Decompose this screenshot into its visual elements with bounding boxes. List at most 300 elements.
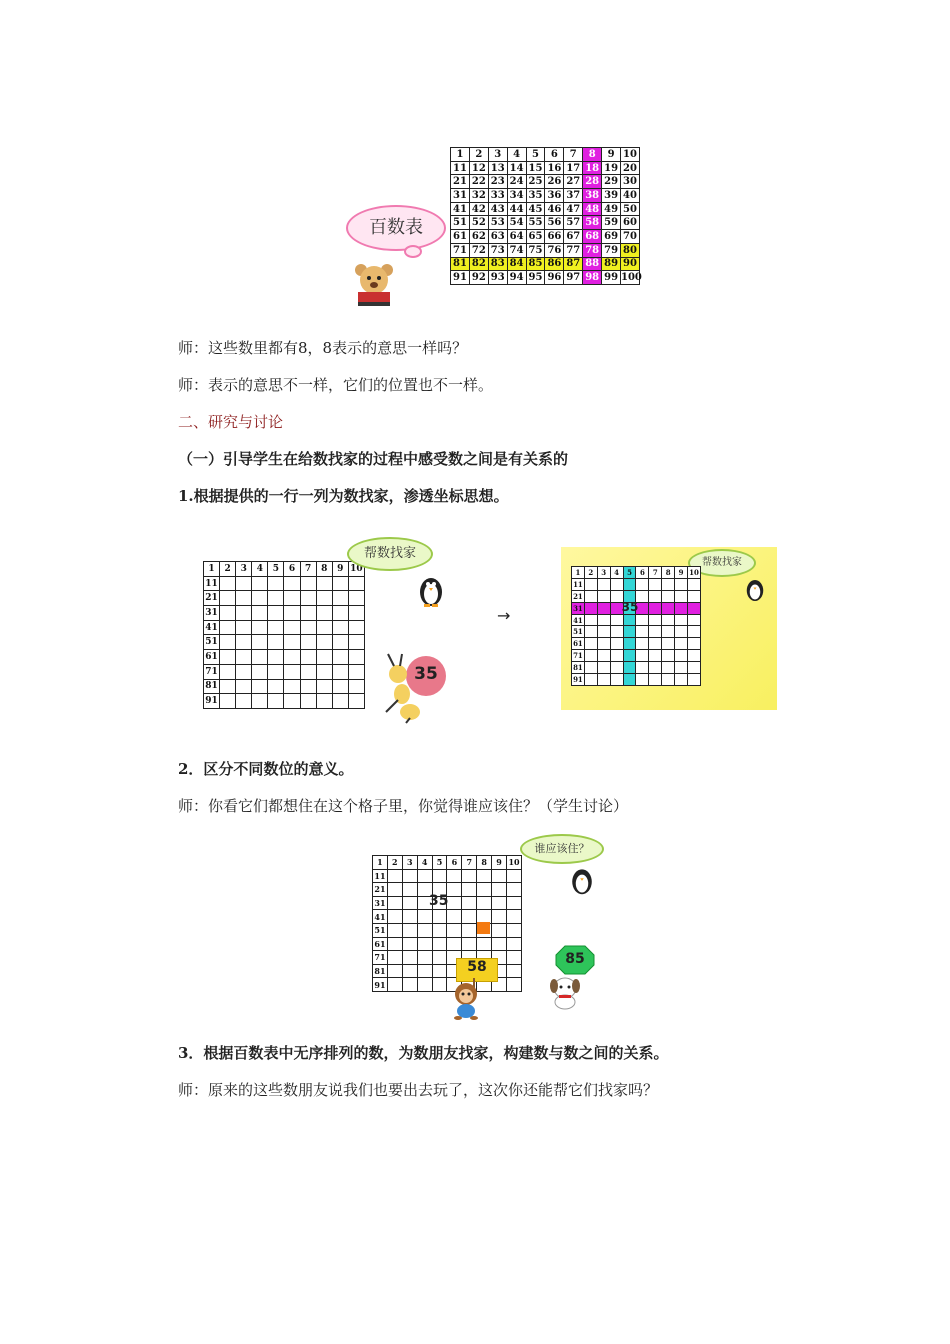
hundred-chart-cell: 13 — [488, 161, 507, 175]
grid-cell — [507, 896, 522, 910]
hundred-chart-cell: 90 — [621, 257, 640, 271]
hundred-chart-cell: 68 — [583, 230, 602, 244]
dog-icon — [545, 974, 585, 1010]
grid-cell: 5 — [268, 562, 284, 577]
section-heading: 二、研究与讨论 — [178, 413, 284, 431]
grid-cell — [402, 923, 417, 937]
hundred-chart-cell: 10 — [621, 148, 640, 162]
hundred-chart-cell: 73 — [488, 243, 507, 257]
grid-cell: 61 — [573, 639, 583, 649]
grid-cell — [492, 883, 507, 897]
grid-cell — [402, 937, 417, 951]
hundred-chart-cell: 11 — [451, 161, 470, 175]
grid-cell — [348, 694, 364, 709]
grid-cell — [507, 937, 522, 951]
hundred-chart-cell: 56 — [545, 216, 564, 230]
grid-cell — [236, 606, 252, 621]
grid-cell: 71 — [573, 651, 583, 661]
grid-cell — [662, 614, 675, 626]
grid-cell — [220, 606, 236, 621]
grid-cell — [417, 910, 432, 924]
grid-cell — [507, 951, 522, 965]
grid-cell — [348, 620, 364, 635]
grid-cell — [662, 674, 675, 686]
grid-cell — [316, 635, 332, 650]
grid-cell — [623, 662, 636, 674]
grid-cell — [649, 602, 662, 614]
grid-cell — [387, 896, 402, 910]
grid-cell — [236, 620, 252, 635]
grid-cell — [268, 576, 284, 591]
grid-cell — [268, 664, 284, 679]
hundred-chart-cell: 14 — [507, 161, 526, 175]
grid-cell: 1 — [572, 567, 585, 579]
grid-cell — [220, 664, 236, 679]
grid-cell — [462, 883, 477, 897]
teacher-closing-line: 师：原来的这些数朋友说我们也要出去玩了，这次你还能帮它们找家吗？ — [178, 1081, 659, 1099]
hundred-chart-cell: 32 — [469, 189, 488, 203]
hundred-chart-cell: 41 — [451, 202, 470, 216]
grid-cell — [662, 590, 675, 602]
grid-cell — [507, 869, 522, 883]
hundred-chart-cell: 26 — [545, 175, 564, 189]
grid-cell: 7 — [649, 567, 662, 579]
grid-cell — [649, 674, 662, 686]
hundred-chart-cell: 44 — [507, 202, 526, 216]
grid-cell — [252, 694, 268, 709]
hundred-chart-cell: 7 — [564, 148, 583, 162]
grid-cell — [252, 591, 268, 606]
hundred-chart-cell: 5 — [526, 148, 545, 162]
grid-cell — [432, 951, 447, 965]
grid-cell — [252, 576, 268, 591]
hundred-chart-title: 百数表 — [369, 217, 423, 238]
grid-cell — [252, 650, 268, 665]
grid-cell — [507, 883, 522, 897]
grid-cell — [236, 694, 252, 709]
hundred-chart-cell: 49 — [602, 202, 621, 216]
hundred-chart-cell: 2 — [469, 148, 488, 162]
grid-cell — [662, 638, 675, 650]
grid-cell — [387, 910, 402, 924]
grid-cell — [610, 578, 623, 590]
hundred-chart-cell: 88 — [583, 257, 602, 271]
grid-cell — [300, 650, 316, 665]
grid-cell: 6 — [447, 856, 462, 870]
hundred-chart-cell: 97 — [564, 271, 583, 285]
grid-cell: 9 — [675, 567, 688, 579]
hundred-chart-cell: 45 — [526, 202, 545, 216]
hundred-chart-cell: 74 — [507, 243, 526, 257]
hundred-chart-cell: 12 — [469, 161, 488, 175]
grid-cell — [236, 635, 252, 650]
hundred-chart-cell: 27 — [564, 175, 583, 189]
grid-cell — [332, 635, 348, 650]
hundred-chart-cell: 72 — [469, 243, 488, 257]
grid-cell — [332, 606, 348, 621]
grid-cell — [387, 923, 402, 937]
hundred-chart-cell: 25 — [526, 175, 545, 189]
hundred-chart-cell: 57 — [564, 216, 583, 230]
sign-58-text: 58 — [467, 959, 487, 975]
grid-cell — [348, 591, 364, 606]
hundred-chart-cell: 95 — [526, 271, 545, 285]
grid-cell: 11 — [374, 870, 386, 881]
grid-cell — [477, 869, 492, 883]
grid-cell: 9 — [332, 562, 348, 577]
grid-cell — [300, 620, 316, 635]
grid-cell: 8 — [662, 567, 675, 579]
subsection-heading: （一）引导学生在给数找家的过程中感受数之间是有关系的 — [178, 450, 569, 468]
grid-cell — [610, 626, 623, 638]
grid-cell — [636, 614, 649, 626]
grid-cell — [284, 679, 300, 694]
grid-cell — [387, 951, 402, 965]
item-2-heading: 2．区分不同数位的意义。 — [178, 760, 354, 778]
hundred-chart-cell: 77 — [564, 243, 583, 257]
hundred-chart-cell: 31 — [451, 189, 470, 203]
grid-cell: 71 — [204, 664, 220, 679]
grid-cell: 8 — [477, 856, 492, 870]
hundred-chart-cell: 83 — [488, 257, 507, 271]
orange-target-cell — [477, 922, 490, 934]
grid-cell: 10 — [348, 562, 364, 577]
grid-cell — [432, 910, 447, 924]
hundred-chart-cell: 47 — [564, 202, 583, 216]
grid-cell — [220, 679, 236, 694]
grid-cell: 51 — [374, 925, 386, 936]
grid-cell: 11 — [573, 579, 583, 589]
grid-cell — [623, 650, 636, 662]
hundred-chart-cell: 89 — [602, 257, 621, 271]
grid-cell — [284, 591, 300, 606]
grid-cell — [462, 910, 477, 924]
grid-cell: 10 — [508, 857, 520, 868]
grid-cell — [236, 576, 252, 591]
grid-cell — [236, 650, 252, 665]
hundred-chart-cell: 53 — [488, 216, 507, 230]
hundred-chart-cell: 37 — [564, 189, 583, 203]
hundred-chart-cell: 30 — [621, 175, 640, 189]
grid-cell — [675, 602, 688, 614]
empty-number-grid — [203, 561, 365, 709]
grid-cell: 5 — [623, 567, 636, 579]
hundred-chart-cell: 93 — [488, 271, 507, 285]
grid-cell — [220, 650, 236, 665]
grid-cell — [636, 578, 649, 590]
hundred-chart-cell: 28 — [583, 175, 602, 189]
grid-cell — [636, 650, 649, 662]
grid-cell — [649, 650, 662, 662]
grid-cell — [268, 591, 284, 606]
grid-cell — [584, 626, 597, 638]
grid-cell — [636, 638, 649, 650]
grid-cell — [220, 635, 236, 650]
grid-cell — [402, 951, 417, 965]
grid-cell — [316, 664, 332, 679]
grid-cell — [387, 937, 402, 951]
grid-cell — [597, 662, 610, 674]
grid-cell — [662, 602, 675, 614]
grid-cell — [268, 679, 284, 694]
grid-cell — [402, 964, 417, 978]
grid-cell — [316, 606, 332, 621]
grid-cell — [236, 591, 252, 606]
help-cloud-label: 帮数找家 — [363, 546, 416, 561]
hundred-chart-cell: 21 — [451, 175, 470, 189]
grid-cell — [584, 662, 597, 674]
grid-cell — [507, 978, 522, 992]
grid-cell — [284, 576, 300, 591]
grid-cell — [447, 896, 462, 910]
grid-cell — [284, 664, 300, 679]
arrow-right-icon: → — [497, 606, 511, 625]
grid-cell: 61 — [374, 938, 386, 949]
grid-cell — [636, 662, 649, 674]
hundred-chart-cell: 84 — [507, 257, 526, 271]
grid-cell — [387, 869, 402, 883]
grid-cell: 2 — [584, 567, 597, 579]
grid-cell — [507, 910, 522, 924]
grid-cell: 31 — [374, 898, 386, 909]
grid-cell — [220, 591, 236, 606]
hundred-chart-cell: 52 — [469, 216, 488, 230]
grid-cell — [675, 614, 688, 626]
grid-cell — [300, 576, 316, 591]
grid-cell — [507, 923, 522, 937]
hundred-chart-cell: 24 — [507, 175, 526, 189]
grid-cell — [332, 591, 348, 606]
grid-cell — [316, 650, 332, 665]
grid-cell — [447, 910, 462, 924]
hundred-chart-cell: 20 — [621, 161, 640, 175]
hundred-chart-cell: 9 — [602, 148, 621, 162]
grid-cell: 81 — [573, 663, 583, 673]
grid-cell: 6 — [636, 567, 649, 579]
grid-cell: 21 — [204, 591, 220, 606]
hundred-chart-cell: 82 — [469, 257, 488, 271]
grid-cell — [432, 964, 447, 978]
grid-cell — [623, 614, 636, 626]
grid-cell — [675, 674, 688, 686]
grid-cell: 21 — [573, 591, 583, 601]
grid-cell — [462, 923, 477, 937]
grid-cell: 81 — [374, 966, 386, 977]
grid-cell — [268, 620, 284, 635]
grid-cell — [492, 937, 507, 951]
hundred-chart-cell: 62 — [469, 230, 488, 244]
grid-cell — [610, 674, 623, 686]
grid-cell: 41 — [374, 911, 386, 922]
bear-mascot-icon — [352, 262, 396, 308]
grid-cell: 2 — [387, 856, 402, 870]
grid-cell — [597, 638, 610, 650]
hundred-chart-cell: 75 — [526, 243, 545, 257]
hundred-chart-cell: 42 — [469, 202, 488, 216]
hundred-chart-cell: 29 — [602, 175, 621, 189]
grid-cell — [417, 978, 432, 992]
grid-cell — [623, 578, 636, 590]
grid-cell — [447, 923, 462, 937]
grid-cell — [492, 910, 507, 924]
grid-cell — [597, 590, 610, 602]
hundred-chart-cell: 61 — [451, 230, 470, 244]
hundred-chart-cell: 94 — [507, 271, 526, 285]
grid-cell — [284, 650, 300, 665]
grid-cell: 91 — [573, 675, 583, 684]
number-35-label: 35 — [429, 893, 449, 909]
grid-cell — [584, 602, 597, 614]
hundred-chart-cell: 1 — [451, 148, 470, 162]
grid-cell — [348, 635, 364, 650]
grid-cell: 71 — [374, 952, 386, 963]
grid-cell — [417, 869, 432, 883]
number-85-label: 85 — [565, 951, 585, 967]
grid-cell: 31 — [573, 603, 583, 613]
grid-cell — [584, 614, 597, 626]
grid-cell: 91 — [204, 694, 220, 709]
hundred-chart-cell: 66 — [545, 230, 564, 244]
grid-cell — [662, 626, 675, 638]
hundred-chart-cell: 18 — [583, 161, 602, 175]
hundred-chart-cell: 40 — [621, 189, 640, 203]
grid-cell — [649, 638, 662, 650]
ball-number: 35 — [414, 664, 438, 684]
hundred-chart-cell: 16 — [545, 161, 564, 175]
grid-cell — [447, 869, 462, 883]
hundred-chart-cell: 34 — [507, 189, 526, 203]
teacher-discussion-line: 师：你看它们都想住在这个格子里，你觉得谁应该住？（学生讨论） — [178, 797, 629, 815]
hundred-chart-cell: 63 — [488, 230, 507, 244]
grid-cell — [316, 694, 332, 709]
grid-cell — [662, 650, 675, 662]
grid-cell — [284, 635, 300, 650]
grid-cell — [316, 679, 332, 694]
grid-cell — [675, 626, 688, 638]
hundred-chart-cell: 70 — [621, 230, 640, 244]
grid-cell — [402, 896, 417, 910]
grid-cell — [300, 591, 316, 606]
grid-cell: 1 — [204, 562, 220, 577]
grid-cell: 11 — [204, 576, 220, 591]
grid-cell — [332, 620, 348, 635]
grid-cell — [584, 578, 597, 590]
grid-cell: 5 — [432, 856, 447, 870]
help-cloud-right-label: 帮数找家 — [702, 557, 742, 568]
hundred-chart-cell: 17 — [564, 161, 583, 175]
hundred-chart-cell: 69 — [602, 230, 621, 244]
grid-cell — [597, 674, 610, 686]
grid-cell — [252, 635, 268, 650]
grid-cell — [332, 694, 348, 709]
hundred-chart-cell: 36 — [545, 189, 564, 203]
hundred-chart-cell: 6 — [545, 148, 564, 162]
grid-cell: 3 — [597, 567, 610, 579]
grid-cell: 8 — [316, 562, 332, 577]
grid-cell: 4 — [417, 856, 432, 870]
grid-cell: 2 — [220, 562, 236, 577]
hundred-chart-cell: 92 — [469, 271, 488, 285]
grid-cell — [584, 650, 597, 662]
help-cloud-left — [347, 537, 433, 571]
grid-cell — [252, 679, 268, 694]
hundred-chart-cell: 50 — [621, 202, 640, 216]
grid-cell — [597, 602, 610, 614]
hundred-chart-cell: 91 — [451, 271, 470, 285]
hundred-chart-cell: 58 — [583, 216, 602, 230]
grid-cell — [597, 578, 610, 590]
hundred-chart-cell: 38 — [583, 189, 602, 203]
grid-cell — [236, 679, 252, 694]
grid-cell — [284, 620, 300, 635]
hundred-chart-cell: 76 — [545, 243, 564, 257]
hundred-chart-cell: 23 — [488, 175, 507, 189]
grid-cell: 91 — [374, 979, 386, 990]
penguin-small-icon — [743, 575, 767, 603]
hundred-chart-cell: 39 — [602, 189, 621, 203]
grid-cell — [447, 883, 462, 897]
grid-cell: 51 — [573, 627, 583, 637]
grid-cell — [284, 694, 300, 709]
grid-cell: 31 — [204, 606, 220, 621]
grid-cell — [623, 674, 636, 686]
grid-cell — [462, 869, 477, 883]
grid-cell: 10 — [689, 567, 699, 577]
hundred-chart-cell: 96 — [545, 271, 564, 285]
hundred-chart-cell: 33 — [488, 189, 507, 203]
grid-cell — [268, 635, 284, 650]
grid-cell — [268, 694, 284, 709]
hundred-chart-cell: 55 — [526, 216, 545, 230]
teacher-question-line: 师：这些数里都有8，8表示的意思一样吗？ — [178, 339, 468, 357]
grid-cell — [332, 576, 348, 591]
grid-cell — [300, 664, 316, 679]
grid-cell — [447, 937, 462, 951]
grid-cell — [316, 576, 332, 591]
grid-cell — [636, 626, 649, 638]
grid-cell — [462, 896, 477, 910]
grid-cell: 1 — [373, 856, 388, 870]
grid-cell: 81 — [204, 679, 220, 694]
hundred-chart-cell: 60 — [621, 216, 640, 230]
hundred-chart-table — [450, 147, 640, 285]
grid-cell — [662, 578, 675, 590]
hundred-chart-cell: 51 — [451, 216, 470, 230]
grid-cell — [584, 674, 597, 686]
grid-cell — [252, 606, 268, 621]
grid-cell — [402, 869, 417, 883]
grid-cell: 4 — [252, 562, 268, 577]
grid-cell — [610, 614, 623, 626]
hundred-chart-cell: 4 — [507, 148, 526, 162]
grid-cell — [432, 923, 447, 937]
ant-holding-ball-icon — [380, 652, 450, 724]
grid-cell — [688, 602, 701, 614]
penguin-icon — [415, 572, 447, 608]
hundred-chart-cell: 3 — [488, 148, 507, 162]
grid-cell — [584, 638, 597, 650]
hundred-chart-cell: 48 — [583, 202, 602, 216]
grid-cell: 51 — [204, 635, 220, 650]
grid-cell — [252, 620, 268, 635]
grid-cell — [507, 964, 522, 978]
hundred-chart-cell: 46 — [545, 202, 564, 216]
grid-cell — [300, 694, 316, 709]
hundred-chart-cell: 19 — [602, 161, 621, 175]
grid-cell — [348, 664, 364, 679]
grid-cell: 3 — [236, 562, 252, 577]
grid-cell — [477, 883, 492, 897]
